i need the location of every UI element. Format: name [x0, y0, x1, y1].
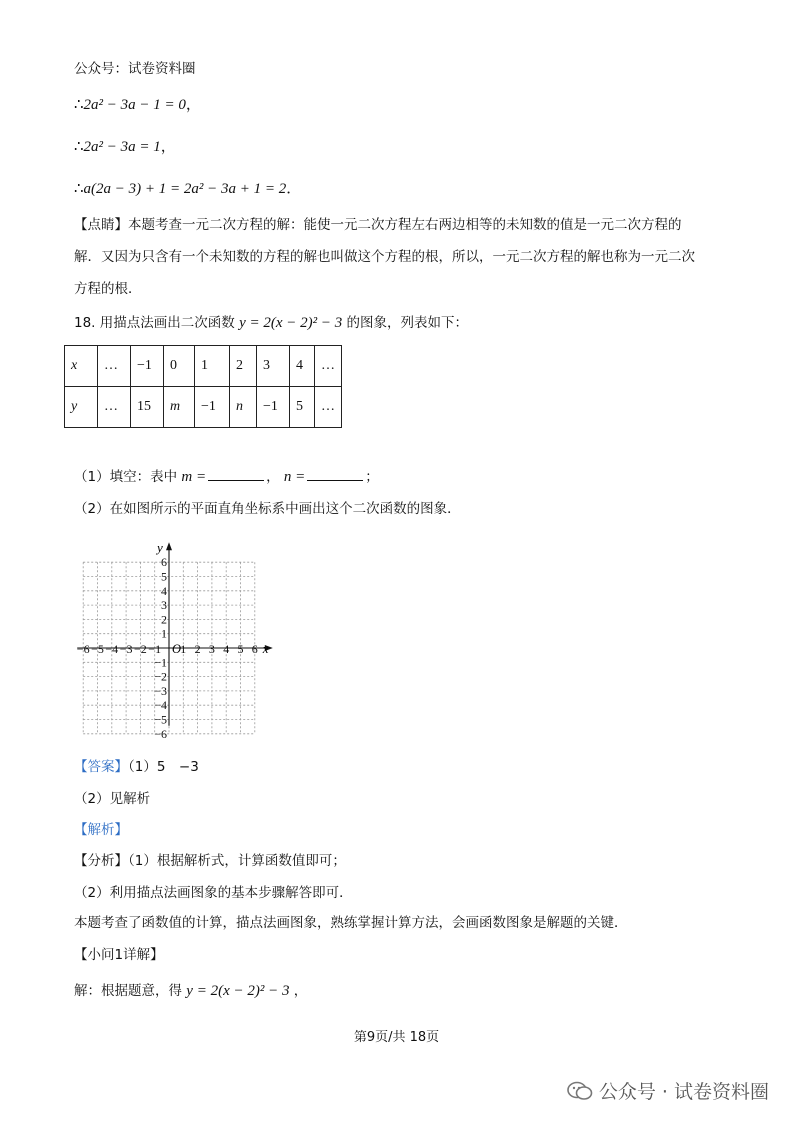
y-tick-label: 6	[161, 555, 167, 570]
x-tick-label: 5	[237, 642, 244, 656]
fenxi-line-1: 【分析】（1）根据解析式，计算函数值即可；	[74, 853, 346, 869]
question-18: 18. 用描点法画出二次函数 y = 2(x − 2)² − 3 的图象，列表如下：	[74, 315, 469, 331]
x-tick-label: −4	[105, 642, 119, 656]
y-tick-label: −5	[154, 712, 167, 727]
y-tick-label: 1	[161, 626, 167, 641]
blank-n[interactable]	[307, 468, 363, 481]
x-tick-label: −5	[91, 642, 104, 656]
table-cell: −1	[195, 387, 230, 428]
answer-tag: 【答案】	[74, 759, 128, 775]
answer-line-2: （2）见解析	[74, 791, 151, 807]
solution-line: 解：根据题意，得 y = 2(x − 2)² − 3 ，	[74, 983, 308, 999]
dianjing-line-1: 【点睛】本题考查一元二次方程的解：能使一元二次方程左右两边相等的未知数的值是一元二次方程的	[74, 217, 682, 233]
x-tick-label: 3	[208, 642, 215, 656]
y-tick-label: −3	[154, 683, 167, 698]
y-tick-label: −6	[154, 726, 167, 741]
x-tick-label: −2	[134, 642, 147, 656]
table-cell: n	[230, 387, 257, 428]
table-cell: 0	[164, 346, 195, 387]
table-row	[65, 346, 342, 387]
y-tick-label: 5	[161, 569, 167, 584]
equation-line-3: ∴a(2a − 3) + 1 = 2a² − 3a + 1 = 2．	[74, 181, 302, 197]
y-axis-arrow	[166, 542, 172, 550]
jiexi-tag: 【解析】	[74, 822, 128, 838]
y-tick-label: −1	[154, 655, 167, 670]
origin-label: O	[172, 642, 182, 656]
dianjing-line-2: 解．又因为只含有一个未知数的方程的解也叫做这个方程的根，所以，一元二次方程的解也称为一元二次	[74, 249, 695, 265]
table-cell: 2	[230, 346, 257, 387]
x-tick-label: 2	[194, 642, 201, 656]
table-cell: 4	[290, 346, 315, 387]
table-cell: …	[315, 387, 342, 428]
y-tick-label: 4	[161, 583, 167, 598]
table-cell: 5	[290, 387, 315, 428]
y-tick-label: 2	[161, 612, 167, 627]
table-row	[65, 387, 342, 428]
table-cell: y	[65, 387, 98, 428]
x-tick-label: −6	[76, 642, 90, 656]
coordinate-grid	[66, 530, 286, 748]
equation-line-1: ∴2a² − 3a − 1 = 0，	[74, 97, 201, 113]
value-table	[64, 345, 342, 428]
xiaowen-heading: 【小问1详解】	[74, 947, 164, 963]
x-tick-label: −3	[119, 642, 133, 656]
x-tick-label: 1	[180, 642, 187, 656]
page-footer: 第9页/共 18页	[353, 1030, 440, 1045]
x-tick-label: 4	[223, 642, 230, 656]
table-cell: …	[315, 346, 342, 387]
sub-question-2: （2）在如图所示的平面直角坐标系中画出这个二次函数的图象．	[74, 501, 461, 517]
watermark: 公众号 · 试卷资料圈	[567, 1077, 769, 1104]
answer-line: 【答案】（1）5 −3	[74, 759, 199, 775]
table-cell: x	[65, 346, 98, 387]
table-cell: …	[98, 387, 131, 428]
y-axis-label: y	[157, 540, 163, 556]
table-cell: −1	[257, 387, 290, 428]
table-cell: 3	[257, 346, 290, 387]
y-tick-label: −2	[154, 669, 167, 684]
table-cell: 1	[195, 346, 230, 387]
x-tick-label: −1	[148, 642, 162, 656]
table-cell: m	[164, 387, 195, 428]
wechat-icon	[567, 1081, 593, 1101]
table-cell: …	[98, 346, 131, 387]
blank-m[interactable]	[208, 468, 264, 481]
sub-question-1: （1）填空：表中 m = ， n = ；	[74, 469, 379, 485]
equation-line-2: ∴2a² − 3a = 1，	[74, 139, 176, 155]
header-note: 公众号：试卷资料圈	[74, 61, 196, 77]
y-tick-label: 3	[161, 598, 167, 613]
dianjing-line-3: 方程的根．	[74, 281, 142, 297]
x-axis-label: x	[262, 641, 269, 656]
table-cell: 15	[131, 387, 164, 428]
fenxi-line-2: （2）利用描点法画图象的基本步骤解答即可．	[74, 885, 353, 901]
summary-line: 本题考查了函数值的计算，描点法画图象，熟练掌握计算方法，会画函数图象是解题的关键．	[74, 915, 628, 931]
y-tick-label: −4	[154, 698, 167, 713]
x-tick-label: 6	[251, 642, 258, 656]
table-cell: −1	[131, 346, 164, 387]
